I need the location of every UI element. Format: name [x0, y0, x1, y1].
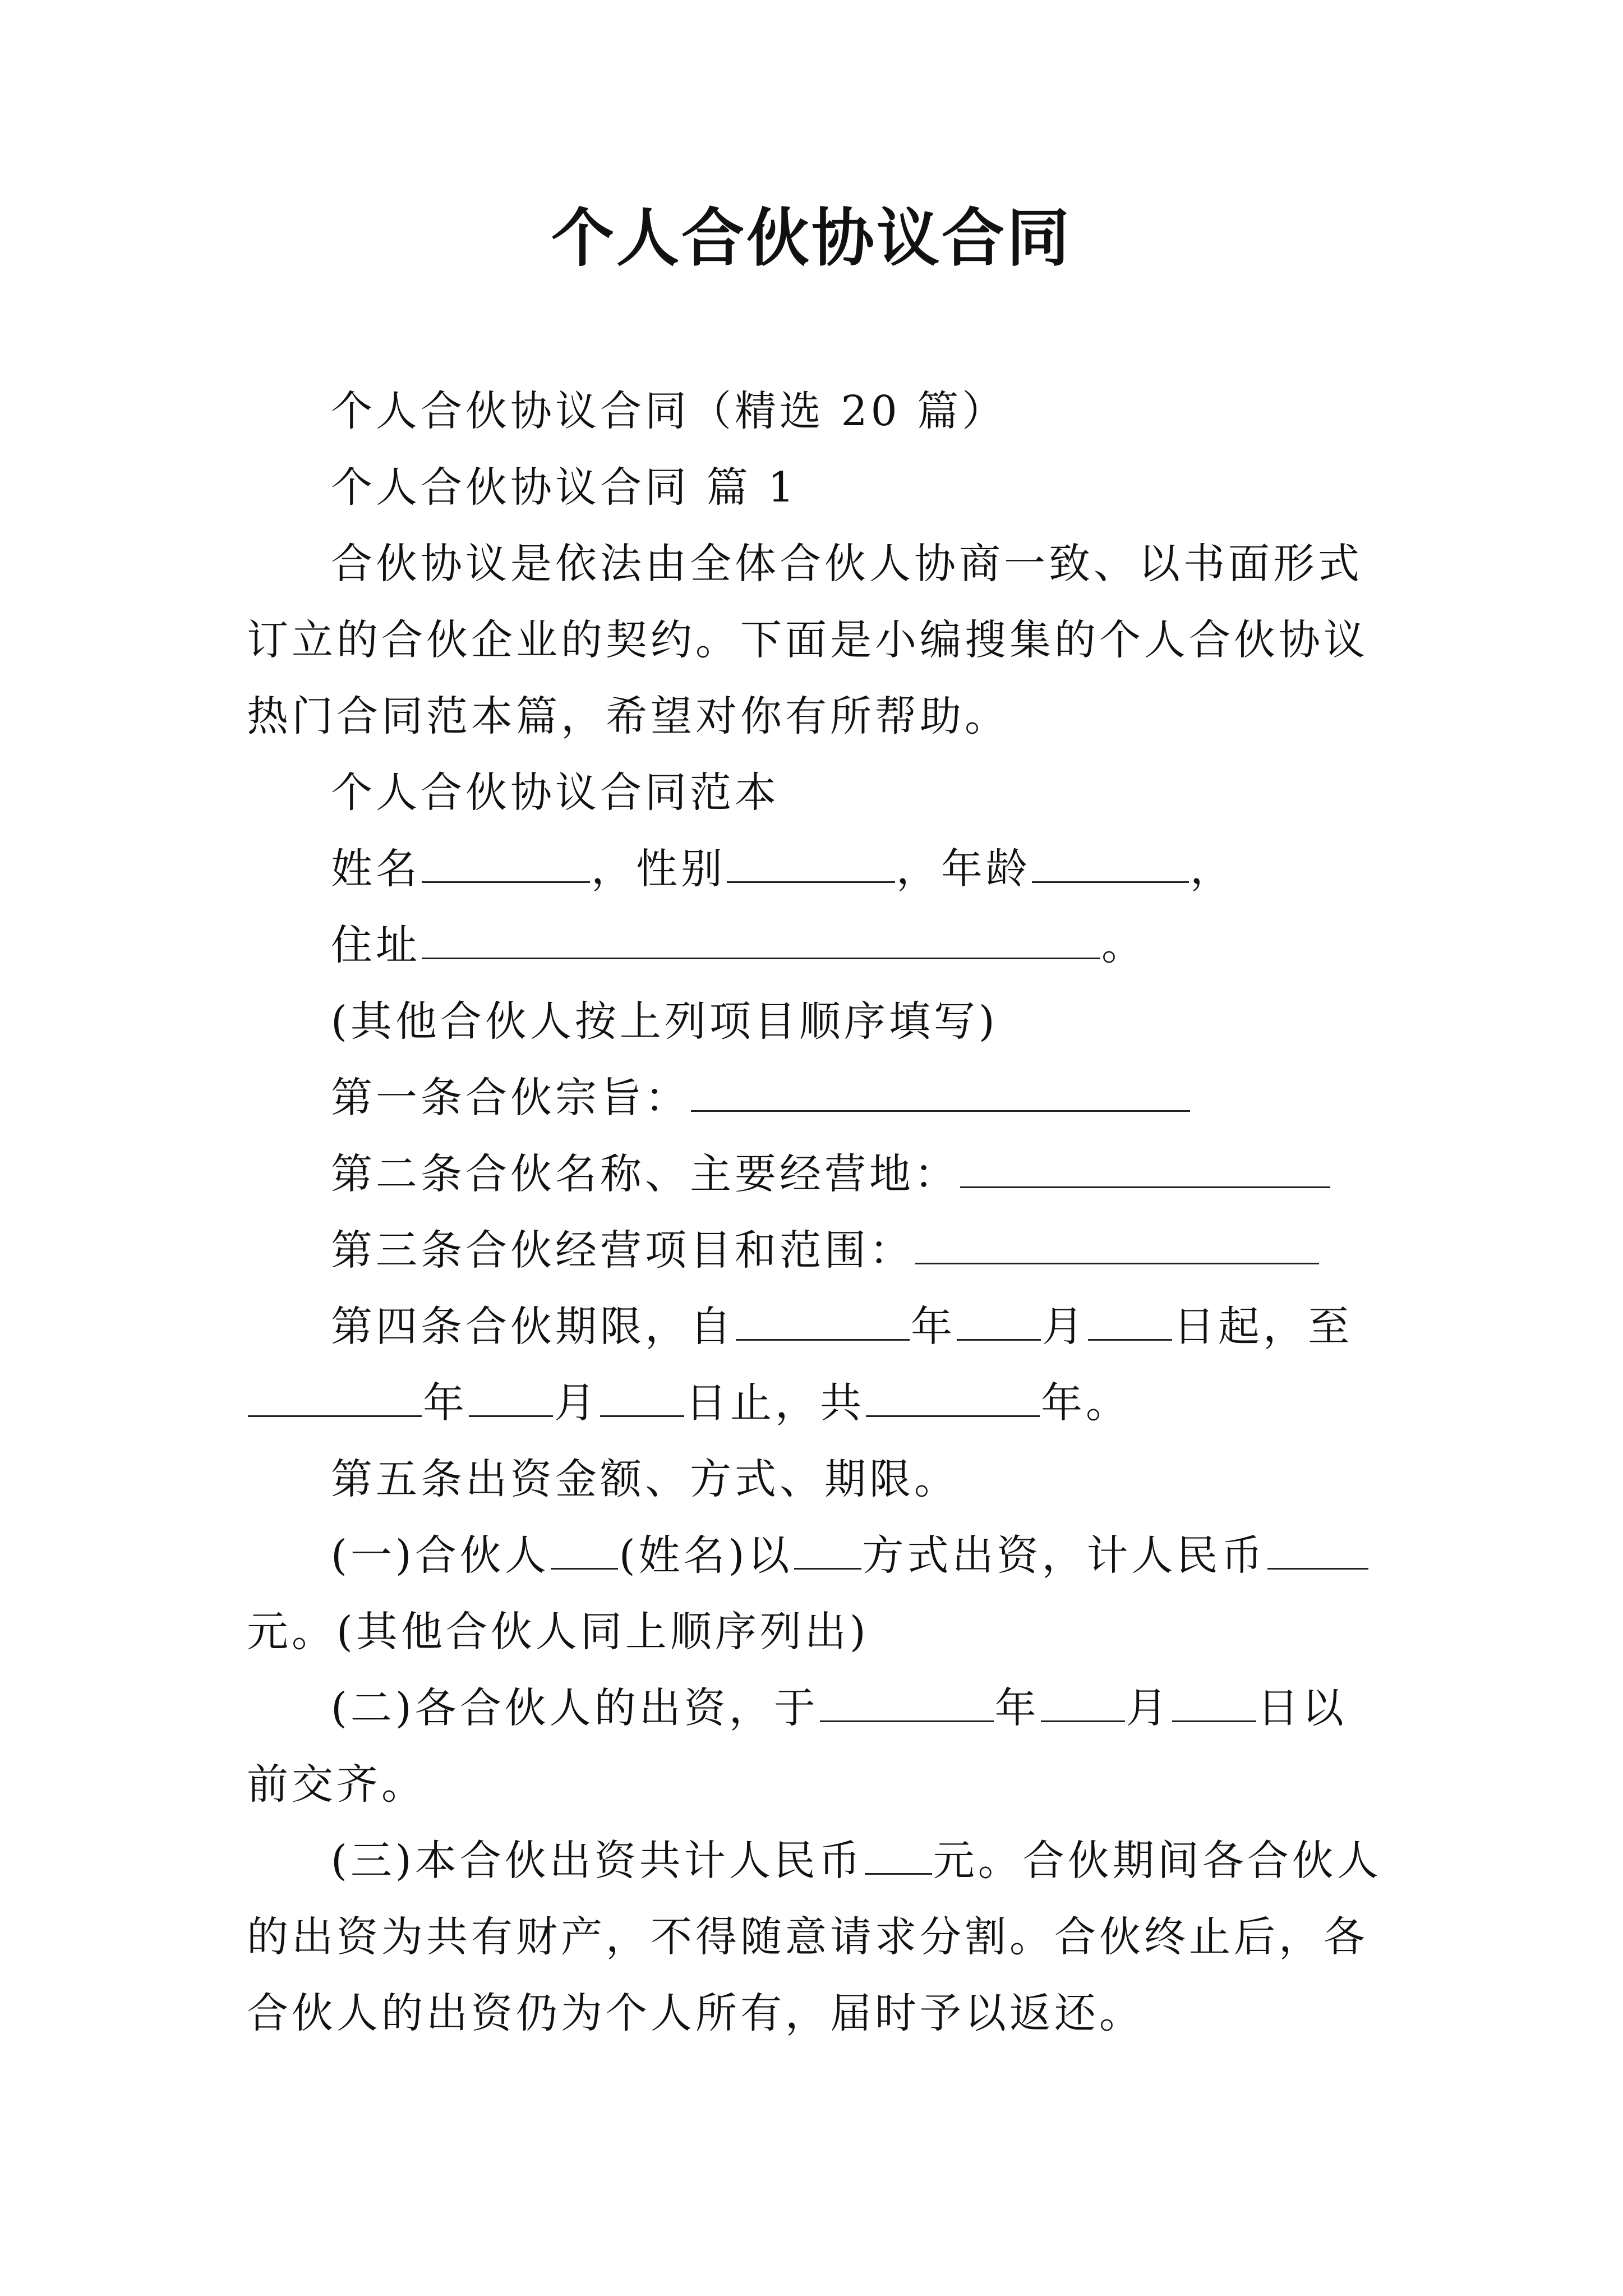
text: (三)本合伙出资共计人民币 [331, 1837, 864, 1885]
paragraph-intro: 合伙协议是依法由全体合伙人协商一致、以书面形式订立的合伙企业的契约。下面是小编搜集的个人合伙协议热门合同范本篇，希望对你有所帮助。 [247, 540, 1368, 740]
paragraph-template-heading: 个人合伙协议合同范本 [331, 769, 780, 817]
article-5: 第五条出资金额、方式、期限。 [331, 1455, 959, 1503]
gender-label: ，性别 [591, 845, 726, 893]
punctuation: 。 [1101, 921, 1146, 969]
text: (二)各合伙人的出资，于 [331, 1684, 819, 1732]
article-2-text: 第二条合伙名称、主要经营地： [331, 1150, 959, 1198]
paragraph-subtitle: 个人合伙协议合同（精选 20 篇） [331, 387, 1007, 435]
address-blank [422, 924, 1100, 959]
gender-blank [727, 848, 895, 883]
item-3 [247, 1823, 1391, 2051]
age-label: ，年龄 [896, 845, 1031, 893]
blank [248, 1382, 422, 1417]
text: 年 [911, 1303, 956, 1351]
article-3 [247, 1212, 1391, 1289]
form-line-personal [247, 831, 1391, 907]
punctuation: ， [1190, 845, 1235, 893]
paragraph-section-heading: 个人合伙协议合同 篇 1 [331, 463, 798, 512]
name-blank [422, 848, 590, 883]
article-2 [247, 1136, 1391, 1212]
article-2-blank [960, 1153, 1330, 1188]
blank [736, 1305, 910, 1341]
text: (一)合伙人 [331, 1531, 550, 1580]
document-body [247, 373, 1391, 2051]
article-3-text: 第三条合伙经营项目和范围： [331, 1226, 914, 1274]
article-3-blank [915, 1229, 1319, 1264]
age-blank [1032, 848, 1189, 883]
text: 年 [994, 1684, 1040, 1732]
item-1 [247, 1517, 1391, 1670]
blank [1088, 1305, 1172, 1341]
text: 年 [423, 1379, 468, 1427]
blank [1267, 1534, 1368, 1570]
article-4 [247, 1289, 1391, 1441]
blank [1041, 1687, 1125, 1722]
blank [957, 1305, 1041, 1341]
blank [1172, 1687, 1256, 1722]
text: (姓名)以 [619, 1531, 793, 1580]
name-label: 姓名 [331, 845, 421, 893]
blank [865, 1839, 932, 1875]
text: 日以前交齐。 [247, 1684, 1347, 1809]
blank [600, 1382, 684, 1417]
document-title: 个人合伙协议合同 [551, 201, 1072, 275]
text: 日止，共 [685, 1379, 865, 1427]
form-line-address [247, 907, 1391, 983]
text: 月 [1126, 1684, 1171, 1732]
article-4-text: 第四条合伙期限，自 [331, 1303, 735, 1351]
text: 日起，至 [1173, 1303, 1353, 1351]
blank [866, 1382, 1040, 1417]
text: 方式出资，计人民币 [862, 1531, 1266, 1580]
blank [469, 1382, 553, 1417]
text: 元。(其他合伙人同上顺序列出) [247, 1608, 869, 1656]
article-1-blank [691, 1076, 1190, 1112]
text: 月 [554, 1379, 599, 1427]
text: 元。合伙期间各合伙人的出资为共有财产，不得随意请求分割。合伙终止后，各合伙人的出资仍为个人所有，届时予以返还。 [247, 1837, 1382, 2037]
article-1-text: 第一条合伙宗旨： [331, 1074, 690, 1122]
paragraph-note: (其他合伙人按上列项目顺序填写) [331, 997, 998, 1046]
address-label: 住址 [331, 921, 421, 969]
blank [794, 1534, 861, 1570]
article-1 [247, 1060, 1391, 1136]
item-2 [247, 1670, 1391, 1823]
blank [820, 1687, 994, 1722]
text: 年。 [1041, 1379, 1131, 1427]
blank [551, 1534, 618, 1570]
text: 月 [1042, 1303, 1087, 1351]
